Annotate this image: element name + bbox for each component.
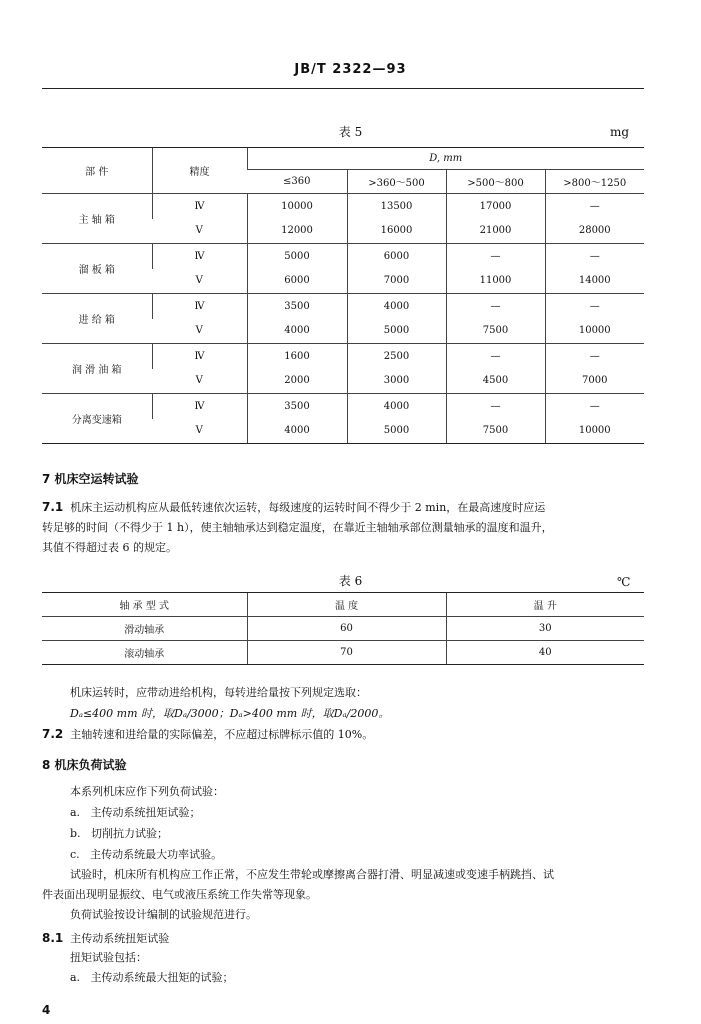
table5-value-cell: 28000 [545,219,644,244]
table5-value-cell: 12000 [247,219,347,244]
list-item-label: a. [70,806,81,819]
list-item-label: b. [70,827,81,840]
table5-unit: mg [610,125,630,139]
section-8-intro: 本系列机床应作下列负荷试验： [70,785,224,798]
table5-value-cell: 7500 [446,319,545,344]
table5-grade-cell: Ⅴ [152,319,247,344]
table5-value-cell: 21000 [446,219,545,244]
table5-part-cell: 主 轴 箱 [42,194,152,244]
list-item [70,803,201,823]
table5-value-cell: 2500 [347,344,446,369]
table5-value-cell: — [446,294,545,319]
table5-grade-cell: Ⅴ [152,269,247,294]
table5-caption: 表 5 [338,125,363,139]
table6-cell: 滚动轴承 [42,641,247,665]
list-item-label: c. [70,848,80,861]
table5-value-cell: 7500 [446,419,545,444]
table5-value-cell: 4000 [247,419,347,444]
list-item-text: 切削抗力试验； [91,827,169,840]
section-7-1-line-3: 其值不得超过表 6 的规定。 [42,541,177,554]
table6-cell: 70 [247,641,446,665]
table-row [42,617,644,641]
table6-cell: 滑动轴承 [42,617,247,641]
section-8-paragraph-line-3: 负荷试验按设计编制的试验规范进行。 [70,908,257,921]
table5-header-part: 部 件 [42,148,152,194]
table5-value-cell: 13500 [347,194,446,219]
list-item-text: 主传动系统扭矩试验； [90,806,201,819]
table5-value-cell: 11000 [446,269,545,294]
table5-value-cell: 7000 [347,269,446,294]
table5-value-cell: 4500 [446,369,545,394]
list-item-text: 主传动系统最大功率试验。 [90,848,223,861]
section-7-1-line-1: 机床主运动机构应从最低转速依次运转，每级速度的运转时间不得少于 2 min，在最高速度时应运 [70,501,546,514]
section-7-title: 7 机床空运转试验 [42,472,139,486]
table6-caption: 表 6 [338,574,363,588]
table5-grade-cell: Ⅴ [152,219,247,244]
table5-value-cell: 3500 [247,294,347,319]
table5-value-cell: — [446,394,545,419]
list-item [70,968,234,988]
list-item-text: 主传动系统最大扭矩的试验； [90,971,234,984]
table5-value-cell: 14000 [545,269,644,294]
section-7-1-line-2: 转足够的时间（不得少于 1 h），使主轴轴承达到稳定温度，在靠近主轴轴承部位测量轴承的温度和温升， [42,521,553,534]
table5-value-cell: 7000 [545,369,644,394]
table6-unit: ℃ [617,575,631,589]
table5-grade-cell: Ⅳ [152,244,247,269]
table5-part-cell: 溜 板 箱 [42,244,152,294]
table6-cell: 40 [446,641,644,665]
table5-value-cell: — [545,244,644,269]
section-8-paragraph-line-2: 件表面出现明显振纹、电气或液压系统工作失常等现象。 [42,888,317,901]
table5-col-header: >800～1250 [545,170,644,194]
table5-part-cell: 进 给 箱 [42,294,152,344]
table5-grade-cell: Ⅳ [152,294,247,319]
table5-value-cell: 3500 [247,394,347,419]
table5-value-cell: 10000 [545,319,644,344]
list-item [70,824,168,844]
section-7-2-number: 7.2 [42,727,64,741]
table5-grade-cell: Ⅳ [152,344,247,369]
table5-value-cell: 5000 [347,419,446,444]
table-row [42,194,644,219]
table5-value-cell: — [446,344,545,369]
section-8-1-number: 8.1 [42,931,64,945]
section-8-1-heading [42,928,169,949]
table-row [42,244,644,269]
table6-header-rise: 温 升 [446,593,644,617]
table-row [42,641,644,665]
table5-grade-cell: Ⅳ [152,394,247,419]
section-8-paragraph-line-1: 试验时，机床所有机构应工作正常，不应发生带轮或摩擦离合器打滑、明显减速或变速手柄跳挡、试 [70,868,554,881]
table5 [42,147,644,444]
section-7-2-text: 主轴转速和进给量的实际偏差，不应超过标牌标示值的 10%。 [70,728,374,741]
table5-value-cell: 5000 [347,319,446,344]
table5-value-cell: 16000 [347,219,446,244]
table5-grade-cell: Ⅴ [152,419,247,444]
header-rule [42,88,644,89]
table5-value-cell: 10000 [545,419,644,444]
table5-value-cell: — [545,344,644,369]
table5-value-cell: — [545,394,644,419]
table5-value-cell: 4000 [347,394,446,419]
table5-part-cell: 分离变速箱 [42,394,152,444]
table5-col-header: >500～800 [446,170,545,194]
table-row [42,394,644,419]
table6-cell: 60 [247,617,446,641]
section-7-1-number: 7.1 [42,500,64,514]
table5-value-cell: 2000 [247,369,347,394]
feed-rule-line-2: Dₐ≤400 mm 时，取Dₐ/3000；Dₐ>400 mm 时，取Dₐ/2000。 [70,707,390,720]
table5-value-cell: 5000 [247,244,347,269]
section-8-title: 8 机床负荷试验 [42,758,127,772]
section-7-1-paragraph [42,497,662,558]
section-8-1-title: 主传动系统扭矩试验 [70,932,170,945]
table5-value-cell: 17000 [446,194,545,219]
table5-grade-cell: Ⅴ [152,369,247,394]
table-row [42,344,644,369]
table5-value-cell: 6000 [247,269,347,294]
list-item-label: a. [70,971,81,984]
table5-value-cell: — [446,244,545,269]
table5-part-cell: 润 滑 油 箱 [42,344,152,394]
table6-cell: 30 [446,617,644,641]
table5-header-grade: 精度 [152,148,247,194]
table5-value-cell: 4000 [247,319,347,344]
table6-header-temp: 温 度 [247,593,446,617]
section-7-2-paragraph [42,724,373,745]
table5-value-cell: 10000 [247,194,347,219]
table5-grade-cell: Ⅳ [152,194,247,219]
table5-header-group: D, mm [247,148,644,170]
document-header: JB/T 2322—93 [294,62,407,77]
page-number: 4 [42,1003,51,1017]
section-8-paragraph [42,865,662,925]
table5-value-cell: 6000 [347,244,446,269]
section-8-1-line-1: 扭矩试验包括： [70,951,147,964]
table5-value-cell: 3000 [347,369,446,394]
table5-value-cell: — [545,294,644,319]
table5-value-cell: 1600 [247,344,347,369]
table6 [42,592,644,665]
table5-value-cell: — [545,194,644,219]
feed-rule-line-1: 机床运转时，应带动进给机构，每转进给量按下列规定选取： [70,686,367,699]
table5-col-header: ≤360 [247,170,347,194]
table-row [42,294,644,319]
table5-value-cell: 4000 [347,294,446,319]
table6-header-type: 轴 承 型 式 [42,593,247,617]
table5-col-header: >360～500 [347,170,446,194]
list-item [70,845,222,865]
